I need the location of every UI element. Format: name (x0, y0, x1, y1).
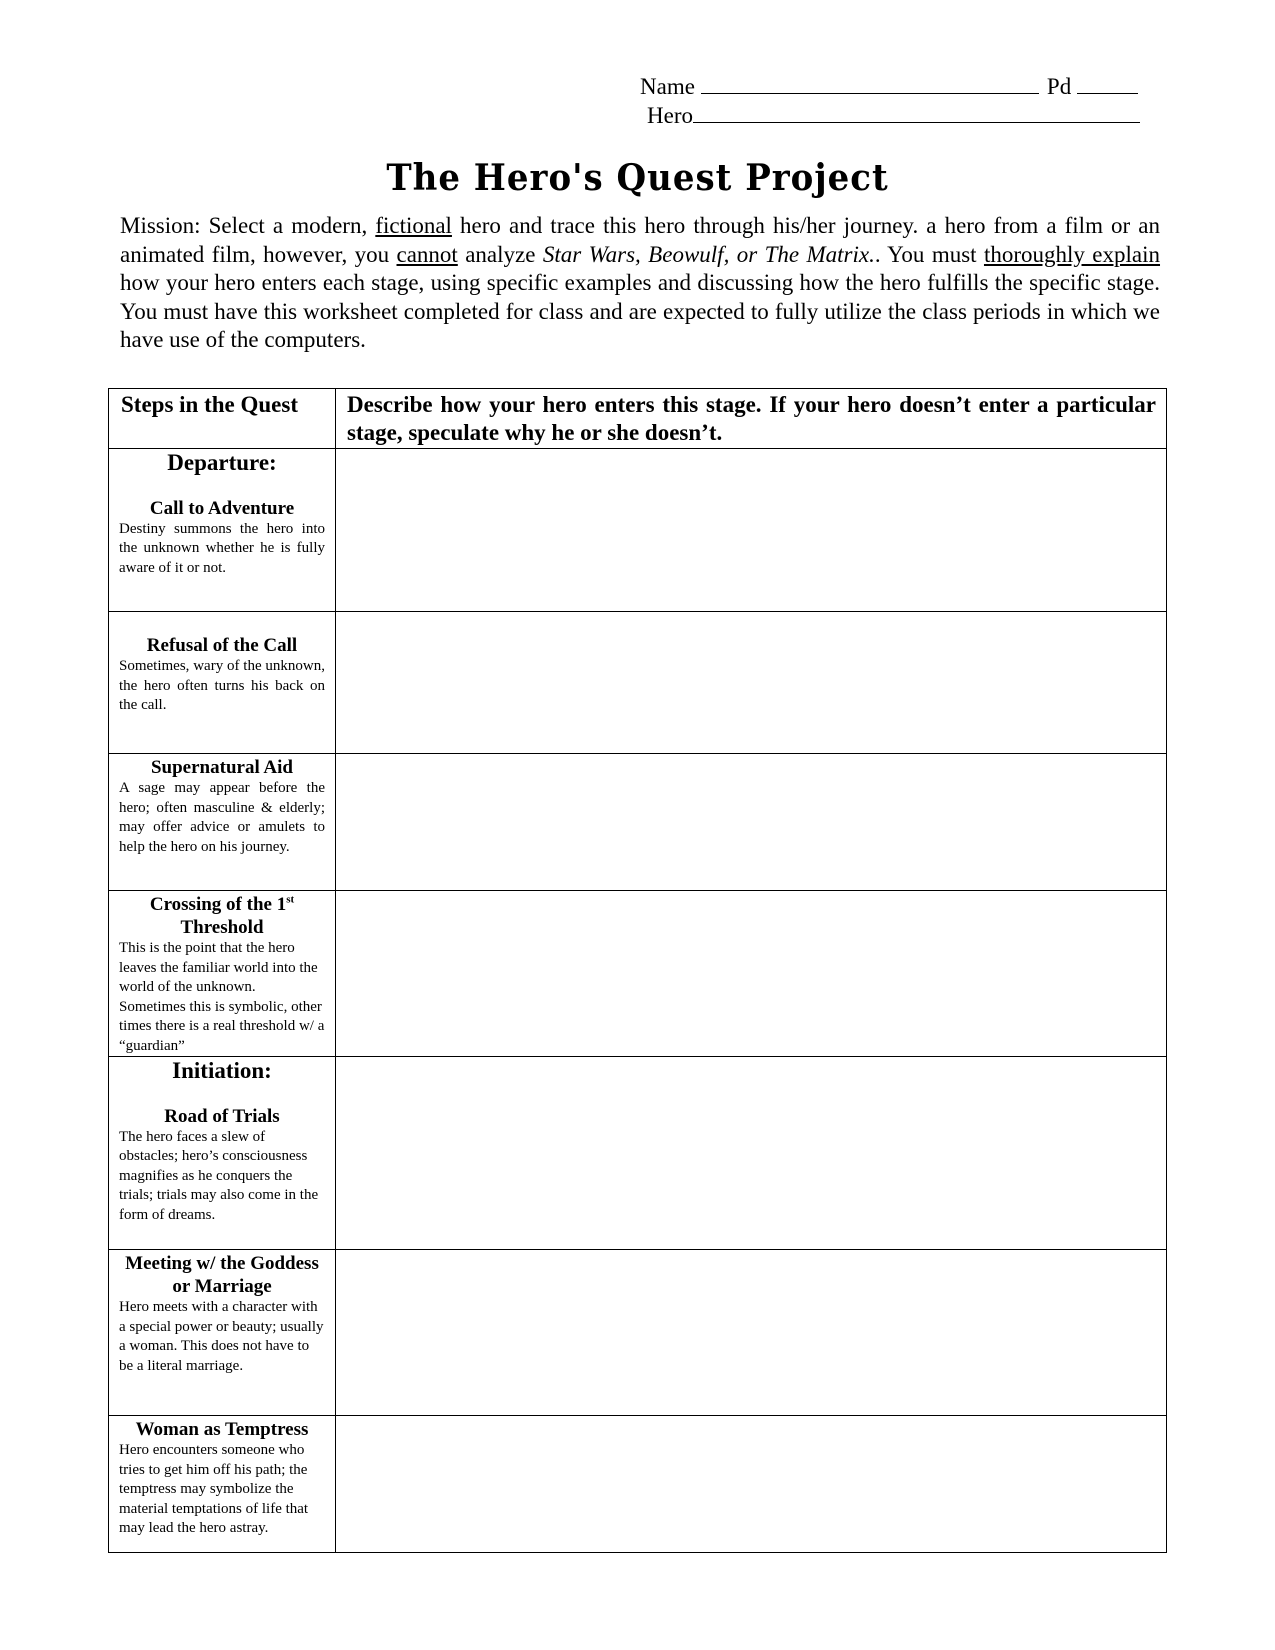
mission-text: how your hero enters each stage, using specific examples and discussing how the hero fulfills the specific stage. You must have this worksheet completed for class and are expected to fully utilize the class periods in which we have use of the computers. (120, 270, 1160, 352)
stage-description: Sometimes, wary of the unknown, the hero often turns his back on the call. (119, 658, 325, 713)
stage-description: The hero faces a slew of obstacles; hero’s consciousness magnifies as he conquers the trials; trials may also come in the form of dreams. (119, 1128, 319, 1223)
stage-title: Road of Trials (164, 1105, 280, 1127)
section-title-initiation: Initiation: (172, 1058, 272, 1083)
table-row (109, 754, 1167, 891)
column-header-describe: Describe how your hero enters this stage. If your hero doesn’t enter a particular stage, speculate why he or she doesn’t. (336, 389, 1167, 449)
mission-underline-thoroughly-explain: thoroughly explain (983, 241, 1161, 267)
page-title: The Hero's Quest Project (386, 156, 889, 200)
stage-title: Supernatural Aid (150, 757, 293, 778)
stage-cell-woman-as-temptress (109, 1416, 336, 1553)
stage-title-part: Crossing of the 1 (149, 894, 287, 915)
stage-cell-road-of-trials (109, 1057, 336, 1250)
stage-description: A sage may appear before the hero; often masculine & elderly; may offer advice or amulets to help the hero on his journey. (119, 780, 325, 855)
stage-cell-refusal-of-the-call (109, 612, 336, 754)
stage-description: Hero meets with a character with a special power or beauty; usually a woman. This does not have to be a literal marriage. (119, 1299, 324, 1374)
table-header-row (109, 389, 1167, 449)
table-row (109, 449, 1167, 612)
mission-underline-fictional: fictional (375, 213, 452, 238)
stage-description: This is the point that the hero leaves the familiar world into the world of the unknown. Sometimes this is symbolic, other times there is a real threshold w/ a “guardian” (119, 940, 325, 1054)
mission-underline-cannot: cannot (396, 241, 458, 267)
column-header-steps: Steps in the Quest (109, 389, 336, 449)
table-row (109, 612, 1167, 754)
hero-blank-line[interactable] (693, 102, 1140, 123)
answer-cell-meeting-goddess[interactable] (336, 1250, 1167, 1416)
name-blank-line[interactable] (701, 73, 1039, 94)
period-label: Pd (1046, 74, 1072, 99)
stage-title: Call to Adventure (149, 497, 295, 519)
mission-text: hero and trace this hero through his/her journey. a hero from a film or an animated film, however, you (120, 213, 1161, 267)
mission-text: analyze (457, 241, 543, 267)
stage-description: Destiny summons the hero into the unknown whether he is fully aware of it or not. (119, 520, 325, 576)
stage-cell-meeting-goddess (109, 1250, 336, 1416)
stage-title-superscript: st (286, 893, 295, 906)
hero-row (647, 101, 1140, 130)
stage-title (119, 893, 325, 939)
hero-label: Hero (647, 103, 693, 128)
mission-paragraph (120, 212, 1160, 355)
section-title-departure: Departure: (167, 450, 277, 475)
table-row (109, 1057, 1167, 1250)
answer-cell-call-to-adventure[interactable] (336, 449, 1167, 612)
stage-title-part: Threshold (180, 917, 264, 938)
student-info-header (640, 72, 1140, 130)
answer-cell-supernatural-aid[interactable] (336, 754, 1167, 891)
name-row (640, 72, 1140, 101)
stage-title: Meeting w/ the Goddess or Marriage (125, 1253, 319, 1297)
answer-cell-woman-as-temptress[interactable] (336, 1416, 1167, 1553)
mission-text: . You must (874, 241, 984, 267)
mission-excluded-works: Star Wars, Beowulf, or The Matrix. (542, 241, 875, 267)
answer-cell-refusal-of-the-call[interactable] (336, 612, 1167, 754)
stage-cell-crossing-threshold (109, 891, 336, 1057)
quest-table (108, 388, 1167, 1553)
answer-cell-road-of-trials[interactable] (336, 1057, 1167, 1250)
answer-cell-crossing-threshold[interactable] (336, 891, 1167, 1057)
period-blank-line[interactable] (1077, 73, 1138, 94)
table-row (109, 1416, 1167, 1553)
name-label: Name (640, 74, 695, 99)
stage-title: Refusal of the Call (146, 635, 298, 656)
stage-cell-call-to-adventure (109, 449, 336, 612)
stage-title: Woman as Temptress (135, 1419, 309, 1440)
table-row (109, 1250, 1167, 1416)
mission-text: Mission: Select a modern, (120, 213, 376, 238)
table-row (109, 891, 1167, 1057)
stage-cell-supernatural-aid (109, 754, 336, 891)
stage-description: Hero encounters someone who tries to get him off his path; the temptress may symbolize the material temptations of life that may lead the hero astray. (119, 1442, 309, 1536)
